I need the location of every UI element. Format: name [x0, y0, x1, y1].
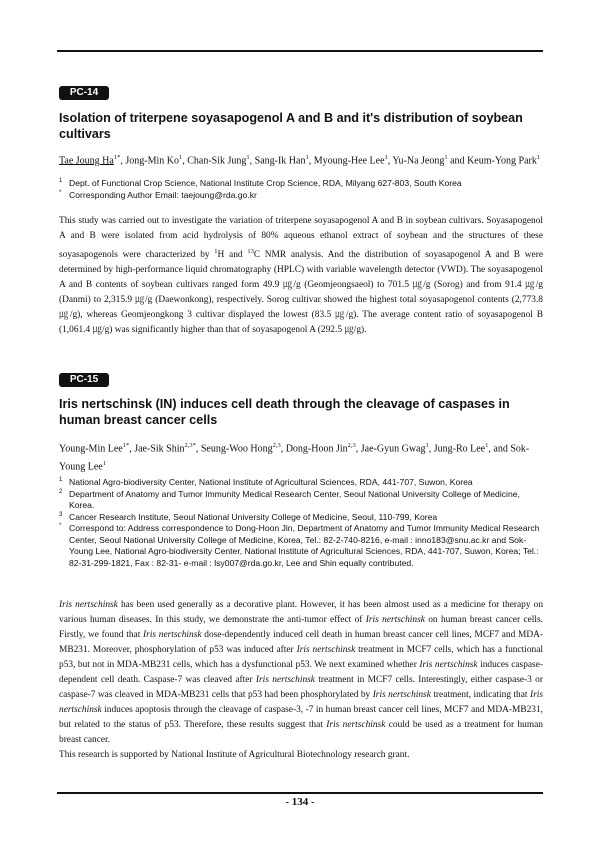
species-name: Iris nertschinsk: [143, 630, 202, 640]
author-name: Jae-Sik Shin: [134, 443, 185, 455]
author-list-pc14: Tae Joung $Ha^{1*}$, Jong-Min Ko$^1$, Chan-Sik Jung$^1$, Sang-Ik Han$^1$, Myoung-Hee Lee$^1$, Yu-Na Jeong$^1$ and Keum-Yong Park$^1$: [59, 154, 541, 167]
species-name: Iris nertschinsk: [419, 660, 478, 670]
abstract-segment: treatment, indicating that: [430, 690, 530, 700]
affiliation-item: * Correspond to: Address correspondence to Dong-Hoon Jin, Department of Anatomy and Tumor Immunity Medical Research Center, Seoul National University College of Medicine, Korea, Tel.: 82-2-740-8216, e-mail : inno183@snu.ac.kr and Sok-Young Lee, National Agro-biodiversity Center, National Institute of Agricultural Sciences, RDA, 441-707, Suwon, Korea; Tel.: 82-31-299-1821, Fax : 82-31- e-mail : lsy007@rda.go.kr, Lee and Shin equally contributed.: [59, 523, 540, 568]
author-name: Seung-Woo Hong: [200, 443, 273, 455]
affiliation-item: 1 National Agro-biodiversity Center, National Institute of Agricultural Sciences, RDA, 441-707, Suwon, Korea: [59, 477, 473, 487]
species-name: Iris nertschinsk: [365, 615, 425, 625]
species-name: Iris nertschinsk: [255, 675, 315, 685]
abstract-segment: dose-dependently induced cell death in human breast cancer cell lines, MCF7 and MDA-MB231. Moreover, phosphorylation of p53 was induced after: [59, 630, 543, 655]
author-name: Jong-Min Ko: [125, 155, 179, 167]
abstract-badge-pc14: PC-14: [59, 86, 109, 100]
abstract-segment: induces caspase-dependent cell death. Caspase-7 was cleaved after: [59, 660, 543, 685]
abstract-title-pc15: Iris nertschinsk (IN) induces cell death through the cleavage of caspases in human breast cancer cells: [59, 397, 510, 427]
abstract-body-pc15: [59, 598, 543, 748]
author-name: Dong-Hoon Jin: [285, 443, 348, 455]
author-name: Yu-Na Jeong: [392, 155, 445, 167]
author-name: Sok-Young Lee: [59, 443, 530, 473]
affiliation-item: 3 Cancer Research Institute, Seoul National University College of Medicine, Seoul, 110-799, Korea: [59, 511, 438, 522]
species-name: Iris nertschinsk: [296, 645, 356, 655]
author-name: Jae-Gyun Gwag: [360, 443, 426, 455]
abstract-segment: has been used generally as a decorative plant. However, it has been almost used as a medicine for therapy on various human diseases. In this study, we demonstrate the anti-tumor effect of: [59, 600, 544, 625]
author-name: Tae Joung Ha: [59, 155, 114, 167]
footer-rule: [57, 792, 543, 794]
abstract-segment: treatment in MCF7 cells. Interestingly, either caspase-3 or caspase-7 was cleaved in MDA-MB231 cells that p53 had been phosphorylated by: [59, 675, 543, 700]
abstract-text: [59, 600, 543, 745]
abstract-segment: induces apoptosis through the cleavage of caspase-3, -7 in human breast cancer cell lines, MCF7 and MDA-MB231, but related to the status of p53. Therefore, these results suggest that: [59, 705, 543, 730]
species-name: Iris nertschinsk: [326, 720, 386, 730]
affiliation-item: * Corresponding Author Email: taejoung@rda.go.kr: [59, 189, 257, 200]
author-name: Jung-Ro Lee: [433, 443, 486, 455]
affiliation-item: 1 Dept. of Functional Crop Science, National Institute Crop Science, RDA, Milyang 627-803, South Korea: [59, 178, 462, 188]
author-name: Young-Min Lee: [59, 443, 123, 455]
acknowledgement: This research is supported by National Institute of Agricultural Biotechnology research grant.: [59, 750, 410, 760]
abstract-segment: treatment in MCF7 cells, which has a functional p53, but not in MDA-MB231 cells, which has a dysfunctional p53. We next examined whether: [59, 645, 543, 670]
author-name: Myoung-Hee Lee: [313, 155, 385, 167]
abstract-body-pc14: This study was carried out to investigate the variation of triterpene soyasapogenol A and B in soybean cultivars. Soyasapogenol A and B were isolated from acid hydrolysis of 80% aqueous ethanol extract of soybean and the structures of these soyasapogenols were characterized by $^1$H and $^{13}$C NMR analysis. And the distribution of soyasapogenol A and B were determined by high-performance liquid chromatography (HPLC) with variable wavelength detector (VWD). The soyasapogenol A and B contents of soybean cultivars ranged form 49.9 ㎍/g (Geomjeongsaeol) to 701.5 ㎍/g (Sorog) and from 91.4 ㎍/g (Danmi) to 2,315.9 ㎍/g (Daewonkong), respectively. Sorog cultivar showed the highest total soyasapogenol contents (2,773.8 ㎍/g), whereas Geomjeongkong 3 cultivar displayed the lowest (83.5 ㎍/g). The average content ratio of soyasapogenol B (1,061.4 ㎍/g) was significantly higher than that of soyasapogenol A (292.5 ㎍/g).: [59, 216, 543, 336]
page-number: - 134 -: [285, 796, 315, 808]
abstract-segment: on human breast cancer cells. Firstly, we found that: [59, 615, 543, 640]
abstract-badge-pc15: PC-15: [59, 373, 109, 387]
author-name: Sang-Ik Han: [254, 155, 306, 167]
abstract-segment: could be used as a treatment for human breast cancer.: [59, 720, 543, 745]
author-name: Chan-Sik Jung: [187, 155, 247, 167]
affiliations-pc14: [59, 178, 543, 201]
affiliations-pc15: [59, 477, 543, 569]
header-rule: [57, 50, 543, 52]
author-list-pc15: Young-Min Lee$^{1*}$, Jae-Sik Shin$^{2,3*}$, Seung-Woo Hong$^{2,3}$, Dong-Hoon Jin$^{2,3}$, Jae-Gyun Gwag$^1$, Jung-Ro Lee$^1$, and Sok-Young Lee$^1$: [59, 442, 530, 473]
affiliation-item: 2 Department of Anatomy and Tumor Immunity Medical Research Center, Seoul National University College of Medicine, Korea.: [59, 488, 520, 510]
abstract-title-pc14: Isolation of triterpene soyasapogenol A and B and it's distribution of soybean cultivars: [59, 111, 523, 141]
species-name: Iris nertschinsk: [59, 690, 543, 715]
author-name: Keum-Yong Park: [467, 155, 537, 167]
species-name: Iris nertschinsk: [59, 600, 118, 610]
species-name: Iris nertschinsk: [372, 690, 431, 700]
